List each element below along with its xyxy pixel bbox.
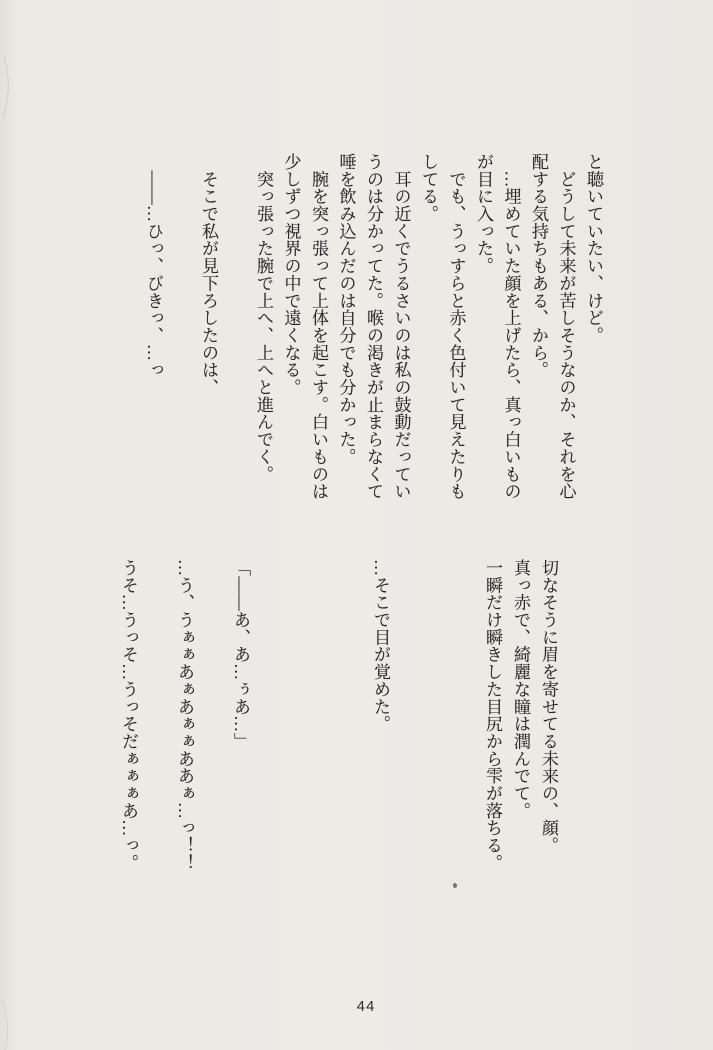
text-line (338, 559, 366, 901)
text-line (422, 559, 450, 901)
text-line: してる。 (419, 153, 438, 223)
text-line (142, 559, 170, 901)
text-line: 少しずつ視界の中で遠くなる。 (281, 153, 301, 396)
text-line: …埋めていた顔を上げたら、真っ白いもの (501, 153, 521, 500)
text-line (282, 559, 310, 901)
text-line: 唾を飲み込んだのは自分でも分かった。 (336, 153, 356, 466)
upper-text-block (140, 153, 608, 507)
text-line (254, 559, 282, 901)
text-line (394, 559, 422, 901)
text-line: ――…ひっ、びきっ、…っ (144, 153, 163, 379)
text-line: 「――あ、あ…ぅあ…」 (231, 559, 250, 750)
text-line: 切なそうに眉を寄せてる未来の、顔。 (539, 559, 558, 854)
text-line: でも、うっすらと赤く色付いて見えたりも (446, 153, 466, 500)
ink-speck (453, 883, 457, 888)
text-line: 耳の近くでうるさいのは私の鼓動だってい (391, 153, 411, 500)
text-line: …う、うぁぁあぁあぁぁああぁ…っ！！ (175, 559, 194, 872)
lower-text-block (114, 559, 562, 901)
text-line: が目に入った。 (474, 153, 493, 275)
text-line: うそ…うっそ…うっそだぁぁぁあ…っ。 (119, 559, 138, 872)
text-line: そこで私が見下ろしたのは、 (199, 153, 218, 396)
text-line: と聴いていたい、けど。 (584, 153, 603, 344)
text-line (222, 153, 250, 507)
text-line: 配する気持ちもある、から。 (529, 153, 548, 379)
text-line: どうして未来が苦しそうなのか、それを心 (556, 153, 576, 500)
text-line (310, 559, 338, 901)
text-line (450, 559, 478, 901)
text-line (167, 153, 195, 507)
text-line: 一瞬だけ瞬きした目尻から雫が落ちる。 (483, 559, 502, 872)
text-line (198, 559, 226, 901)
text-line: 真っ赤で、綺麗な瞳は潤んでて。 (511, 559, 530, 820)
text-line: 腕を突っ張って上体を起こす。白いものは (309, 153, 328, 500)
text-line: …そこで目が覚めた。 (371, 559, 390, 733)
page-number: 44 (356, 998, 376, 1015)
text-line: 突っ張った腕で上へ、上へと進んでく。 (254, 153, 273, 483)
text-line: うのは分かってた。喉の渇きが止まらなくて (364, 153, 383, 500)
